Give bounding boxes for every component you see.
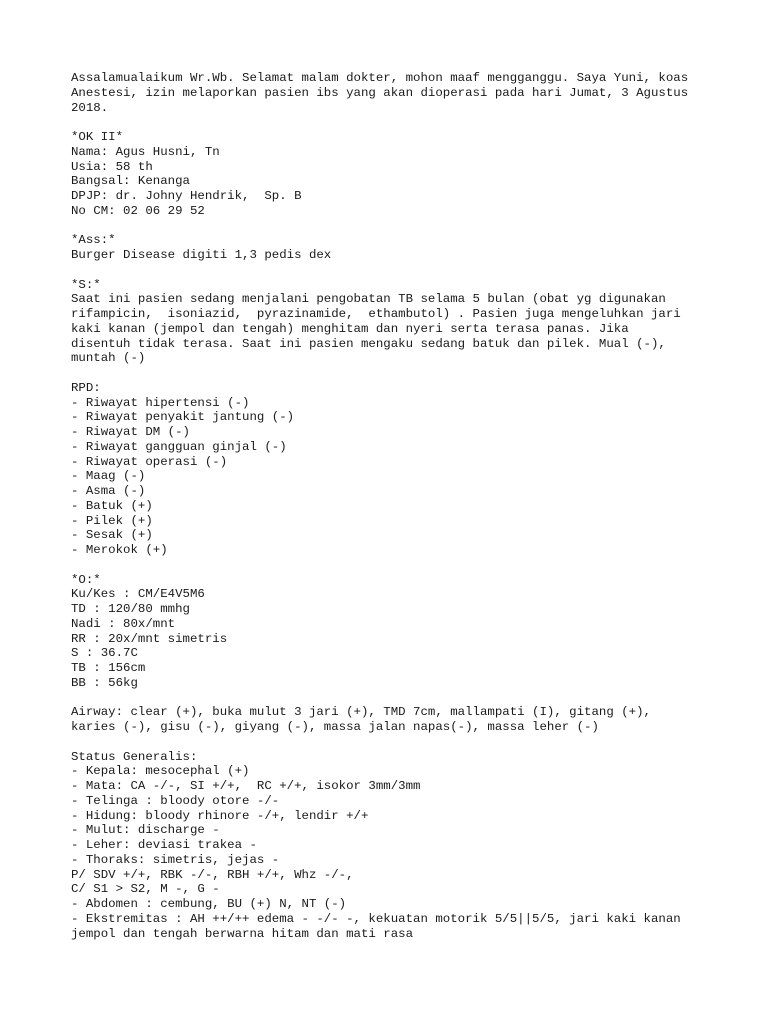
list-item: - Mata: CA -/-, SI +/+, RC +/+, isokor 3mm/3mm bbox=[71, 779, 421, 793]
rpd-section bbox=[71, 381, 711, 558]
subjective-section bbox=[71, 278, 711, 367]
list-item: - Mulut: discharge - bbox=[71, 823, 220, 838]
list-item: - Leher: deviasi trakea - bbox=[71, 838, 257, 852]
text-line: rifampicin, isoniazid, pyrazinamide, ethambutol) . Pasien juga mengeluhkan jari bbox=[71, 307, 681, 321]
list-item: - Riwayat gangguan ginjal (-) bbox=[71, 439, 287, 454]
intro-paragraph bbox=[71, 71, 711, 115]
list-item: - Riwayat hipertensi (-) bbox=[71, 395, 250, 410]
list-item: - Maag (-) bbox=[71, 469, 146, 484]
objective-section bbox=[71, 573, 711, 691]
patient-dpjp: DPJP: dr. Johny Hendrik, Sp. B bbox=[71, 189, 302, 203]
text-line: Anestesi, izin melaporkan pasien ibs yang akan dioperasi pada hari Jumat, 3 Agustus bbox=[71, 85, 689, 100]
text-line: C/ S1 > S2, M -, G - bbox=[71, 882, 220, 897]
list-item: - Thoraks: simetris, jejas - bbox=[71, 852, 280, 867]
vital-sign: Nadi : 80x/mnt bbox=[71, 616, 176, 631]
section-heading: RPD: bbox=[71, 380, 101, 395]
text-line: Assalamualaikum Wr.Wb. Selamat malam dokter, mohon maaf mengganggu. Saya Yuni, koas bbox=[71, 71, 689, 85]
patient-age: Usia: 58 th bbox=[71, 159, 153, 174]
blank-line bbox=[71, 219, 711, 234]
vital-sign: TB : 156cm bbox=[71, 661, 146, 675]
patient-name: Nama: Agus Husni, Tn bbox=[71, 144, 220, 159]
list-item: - Asma (-) bbox=[71, 484, 146, 498]
list-item: - Riwayat DM (-) bbox=[71, 425, 190, 439]
list-item: - Riwayat penyakit jantung (-) bbox=[71, 410, 295, 425]
list-item: - Hidung: bloody rhinore -/+, lendir +/+ bbox=[71, 808, 369, 823]
section-heading: *S:* bbox=[71, 277, 101, 292]
blank-line bbox=[71, 366, 711, 381]
list-item: - Telinga : bloody otore -/- bbox=[71, 793, 280, 808]
list-item: - Pilek (+) bbox=[71, 513, 153, 528]
section-heading: *O:* bbox=[71, 572, 101, 587]
list-item: - Kepala: mesocephal (+) bbox=[71, 764, 250, 779]
vital-sign: TD : 120/80 mmhg bbox=[71, 602, 190, 616]
text-line: 2018. bbox=[71, 100, 109, 115]
patient-cm-number: No CM: 02 06 29 52 bbox=[71, 203, 205, 218]
blank-line bbox=[71, 691, 711, 706]
section-heading: Status Generalis: bbox=[71, 749, 198, 764]
text-line: karies (-), gisu (-), giyang (-), massa jalan napas(-), massa leher (-) bbox=[71, 720, 599, 734]
text-line: Saat ini pasien sedang menjalani pengobatan TB selama 5 bulan (obat yg digunakan bbox=[71, 292, 666, 307]
assessment-section bbox=[71, 233, 711, 263]
blank-line bbox=[71, 558, 711, 573]
blank-line bbox=[71, 115, 711, 130]
list-item: - Merokok (+) bbox=[71, 543, 168, 557]
status-generalis-section bbox=[71, 750, 711, 942]
document-page bbox=[71, 71, 711, 941]
vital-sign: Ku/Kes : CM/E4V5M6 bbox=[71, 587, 205, 602]
text-line: disentuh tidak terasa. Saat ini pasien mengaku sedang batuk dan pilek. Mual (-), bbox=[71, 336, 666, 351]
list-item: - Ekstremitas : AH ++/++ edema - -/- -, kekuatan motorik 5/5||5/5, jari kaki kanan bbox=[71, 911, 681, 926]
blank-line bbox=[71, 263, 711, 278]
ok-section bbox=[71, 130, 711, 219]
list-item: - Sesak (+) bbox=[71, 528, 153, 543]
vital-sign: S : 36.7C bbox=[71, 646, 138, 661]
text-line: kaki kanan (jempol dan tengah) menghitam dan nyeri serta terasa panas. Jika bbox=[71, 321, 629, 336]
text-line: P/ SDV +/+, RBK -/-, RBH +/+, Whz -/-, bbox=[71, 867, 354, 882]
vital-sign: RR : 20x/mnt simetris bbox=[71, 631, 228, 646]
text-line: Airway: clear (+), buka mulut 3 jari (+), TMD 7cm, mallampati (I), gitang (+), bbox=[71, 705, 651, 720]
list-item: - Abdomen : cembung, BU (+) N, NT (-) bbox=[71, 897, 347, 911]
list-item: - Batuk (+) bbox=[71, 498, 153, 513]
blank-line bbox=[71, 735, 711, 750]
section-heading: *Ass:* bbox=[71, 233, 116, 248]
patient-ward: Bangsal: Kenanga bbox=[71, 174, 190, 189]
diagnosis-text: Burger Disease digiti 1,3 pedis dex bbox=[71, 248, 332, 262]
list-item: - Riwayat operasi (-) bbox=[71, 454, 228, 469]
vital-sign: BB : 56kg bbox=[71, 675, 138, 690]
text-line: jempol dan tengah berwarna hitam dan mati rasa bbox=[71, 926, 414, 941]
text-line: muntah (-) bbox=[71, 351, 146, 366]
airway-section bbox=[71, 705, 711, 735]
section-heading: *OK II* bbox=[71, 130, 124, 144]
